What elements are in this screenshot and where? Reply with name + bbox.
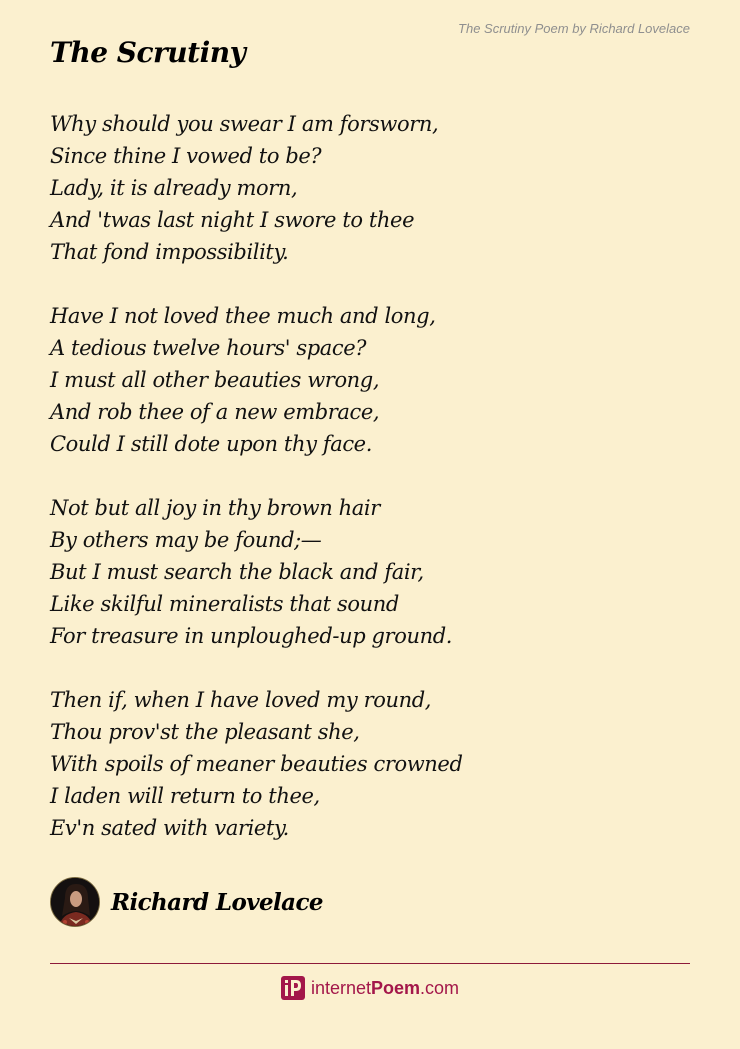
poem-line: I laden will return to thee, xyxy=(50,784,320,808)
brand-internet: internet xyxy=(310,977,371,998)
poem-line: I must all other beauties wrong, xyxy=(50,368,380,392)
poem-body xyxy=(50,108,690,844)
footer-logo[interactable] xyxy=(0,975,740,1001)
poem-line: Since thine I vowed to be? xyxy=(50,144,322,168)
poem-line: Then if, when I have loved my round, xyxy=(50,688,432,712)
poem-line: By others may be found;— xyxy=(50,528,322,552)
stanza xyxy=(50,300,690,460)
poem-line: Could I still dote upon thy face. xyxy=(50,432,372,456)
stanza xyxy=(50,492,690,652)
internetpoem-logo-icon xyxy=(281,976,305,1000)
brand-poem: Poem xyxy=(371,977,421,998)
poem-line: Like skilful mineralists that sound xyxy=(50,592,399,616)
author-block[interactable] xyxy=(50,876,323,928)
poem-line: But I must search the black and fair, xyxy=(50,560,424,584)
poem-line: A tedious twelve hours' space? xyxy=(50,336,367,360)
poem-line: Lady, it is already morn, xyxy=(50,176,298,200)
poem-line: Ev'n sated with variety. xyxy=(50,816,289,840)
poem-line: For treasure in unploughed-up ground. xyxy=(50,624,453,648)
poem-line: That fond impossibility. xyxy=(50,240,289,264)
poem-line: And 'twas last night I swore to thee xyxy=(50,208,415,232)
footer-divider xyxy=(50,963,690,964)
stanza xyxy=(50,684,690,844)
poem-line: With spoils of meaner beauties crowned xyxy=(50,752,463,776)
poem-line: Not but all joy in thy brown hair xyxy=(50,496,380,520)
poem-title: The Scrutiny xyxy=(50,36,246,69)
poem-line: Thou prov'st the pleasant she, xyxy=(50,720,360,744)
poem-line: Have I not loved thee much and long, xyxy=(50,304,436,328)
brand-com: .com xyxy=(420,977,460,998)
header-caption: The Scrutiny Poem by Richard Lovelace xyxy=(458,21,690,36)
author-portrait-icon[interactable] xyxy=(50,877,100,927)
poem-line: And rob thee of a new embrace, xyxy=(50,400,380,424)
author-name[interactable]: Richard Lovelace xyxy=(111,888,323,916)
stanza xyxy=(50,108,690,268)
poem-line: Why should you swear I am forsworn, xyxy=(50,112,439,136)
